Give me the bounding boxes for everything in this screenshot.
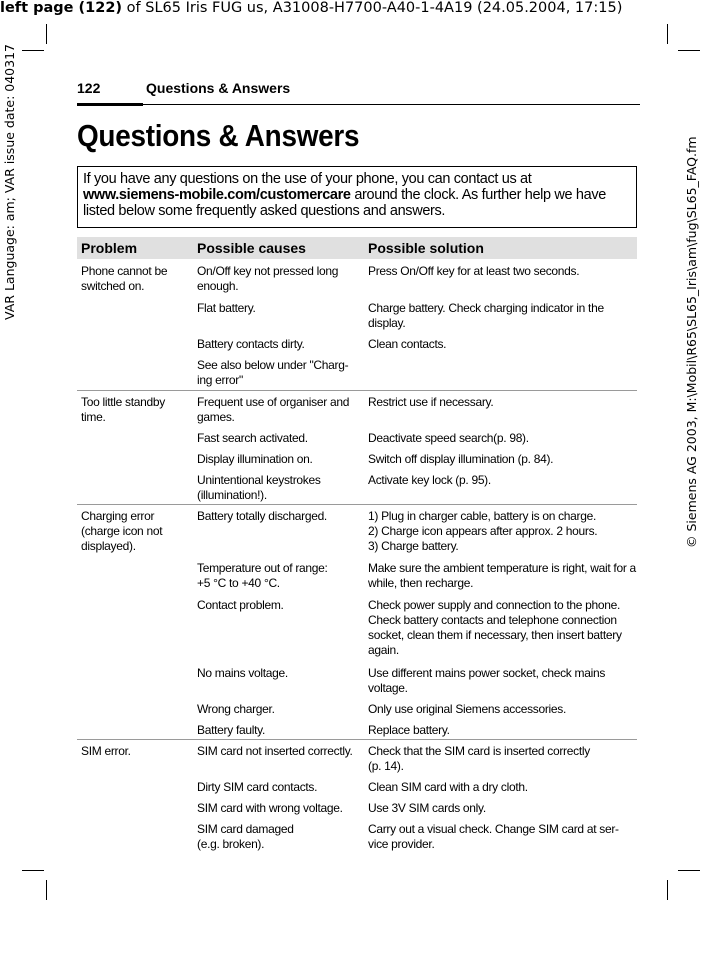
column-header-solution: Possible solution	[368, 240, 484, 256]
solution-cell: Use different mains power socket, check mains voltage.	[368, 666, 606, 695]
print-info-details: of SL65 Iris FUG us, A31008-H7700-A40-1-4A19 (24.05.2004, 17:15)	[122, 0, 623, 16]
solution-cell: Switch off display illumination (p. 84).	[368, 452, 554, 466]
cause-cell: Display illumination on.	[197, 452, 313, 466]
solution-cell: Activate key lock (p. 95).	[368, 473, 491, 487]
solution-cell: Carry out a visual check. Change SIM card at ser-vice provider.	[368, 822, 619, 851]
crop-mark	[22, 870, 44, 871]
cause-cell: See also below under "Charg-ing error"	[197, 358, 349, 387]
print-info-page: left page (122)	[0, 0, 123, 16]
support-url: www.siemens-mobile.com/customercare	[83, 187, 351, 203]
cause-cell: Battery faulty.	[197, 723, 265, 737]
header-rule	[77, 104, 640, 105]
solution-cell: Clean SIM card with a dry cloth.	[368, 780, 528, 794]
problem-cell: Phone cannot be switched on.	[81, 264, 168, 293]
cause-cell: Fast search activated.	[197, 431, 308, 445]
solution-cell: Only use original Siemens accessories.	[368, 702, 567, 716]
cause-cell: Wrong charger.	[197, 702, 275, 716]
column-header-problem: Problem	[81, 240, 138, 256]
intro-text: If you have any questions on the use of your phone, you can contact us at	[83, 171, 532, 187]
solution-cell: Press On/Off key for at least two seconds.	[368, 264, 580, 278]
row-divider	[77, 739, 637, 740]
crop-mark	[667, 24, 668, 44]
crop-mark	[678, 50, 700, 51]
running-header: Questions & Answers	[146, 80, 291, 96]
page-number: 122	[77, 80, 101, 96]
crop-mark	[678, 870, 700, 871]
solution-cell: Use 3V SIM cards only.	[368, 801, 486, 815]
page-title: Questions & Answers	[77, 118, 360, 153]
problem-cell: SIM error.	[81, 744, 131, 758]
crop-mark	[46, 880, 47, 900]
solution-cell: Check that the SIM card is inserted correctly (p. 14).	[368, 744, 590, 773]
row-divider	[77, 504, 637, 505]
solution-cell: Check power supply and connection to the phone. Check battery contacts and telephone connection socket, clean them if necessary, then insert battery again.	[368, 598, 622, 657]
cause-cell: SIM card with wrong voltage.	[197, 801, 343, 815]
table-header	[77, 237, 637, 259]
intro-box	[77, 166, 637, 228]
cause-cell: Frequent use of organiser and games.	[197, 395, 350, 424]
problem-cell: Too little standby time.	[81, 395, 165, 424]
side-note-copyright: © Siemens AG 2003, M:\Mobil\R65\SL65_Iris\am\fug\SL65_FAQ.fm	[684, 136, 699, 548]
cause-cell: Battery totally discharged.	[197, 509, 327, 523]
cause-cell: SIM card damaged (e.g. broken).	[197, 822, 294, 851]
crop-mark	[22, 50, 44, 51]
solution-cell: Restrict use if necessary.	[368, 395, 494, 409]
solution-cell: Replace battery.	[368, 723, 450, 737]
crop-mark	[667, 880, 668, 900]
cause-cell: No mains voltage.	[197, 666, 288, 680]
cause-cell: On/Off key not pressed long enough.	[197, 264, 339, 293]
cause-cell: Unintentional keystrokes (illumination!).	[197, 473, 321, 502]
solution-cell: Make sure the ambient temperature is right, wait for a while, then recharge.	[368, 561, 636, 590]
side-note-language: VAR Language: am; VAR issue date: 040317	[2, 44, 17, 320]
solution-cell: Deactivate speed search(p. 98).	[368, 431, 529, 445]
problem-cell: Charging error (charge icon not displayed).	[81, 509, 163, 553]
solution-cell: Charge battery. Check charging indicator in the display.	[368, 301, 604, 330]
cause-cell: Flat battery.	[197, 301, 256, 315]
cause-cell: Battery contacts dirty.	[197, 337, 305, 351]
column-header-causes: Possible causes	[197, 240, 306, 256]
solution-cell: 1) Plug in charger cable, battery is on charge. 2) Charge icon appears after approx. 2 hours. 3) Charge battery.	[368, 509, 598, 553]
row-divider	[77, 390, 637, 391]
cause-cell: Contact problem.	[197, 598, 284, 612]
cause-cell: Temperature out of range: +5 °C to +40 °C.	[197, 561, 328, 590]
solution-cell: Clean contacts.	[368, 337, 447, 351]
crop-mark	[46, 24, 47, 44]
cause-cell: SIM card not inserted correctly.	[197, 744, 353, 758]
intro-text-continued: around the clock. As further help we have listed below some frequently asked questions and answers.	[83, 187, 606, 219]
print-info-line	[0, 0, 715, 22]
cause-cell: Dirty SIM card contacts.	[197, 780, 318, 794]
